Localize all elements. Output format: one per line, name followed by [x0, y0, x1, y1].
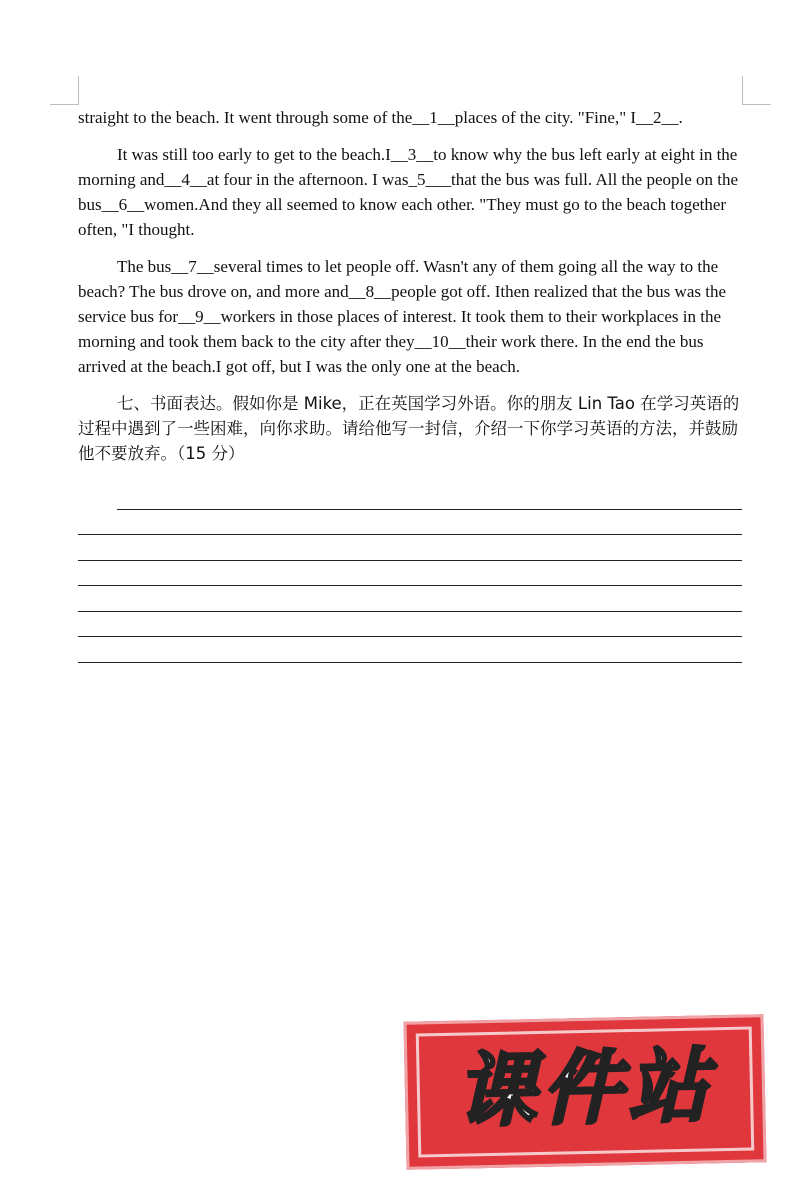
passage-paragraph-2: It was still too early to get to the beach.I__3__to know why the bus left early at eight in the morning and__4__at four in the afternoon. I was_5___that the bus was full. All the people on the bus__6__women.And they all seemed to know each other. "They must go to the beach together often, "I thought. [78, 145, 739, 239]
answer-line[interactable] [78, 586, 742, 612]
watermark-logo-text: 课件站 [454, 1039, 715, 1138]
passage-paragraph-1: straight to the beach. It went through some of the__1__places of the city. "Fine," I__2__. [78, 108, 683, 127]
answer-line[interactable] [78, 637, 742, 663]
writing-task-prompt: 七、书面表达。假如你是 Mike，正在英国学习外语。你的朋友 Lin Tao 在学习英语的过程中遇到了一些困难，向你求助。请给他写一封信，介绍一下你学习英语的方法，并鼓励他不要放弃。（15 分） [78, 394, 740, 463]
answer-line[interactable] [78, 612, 742, 638]
watermark-stamp [403, 1014, 766, 1170]
answer-lines [78, 484, 742, 663]
answer-line[interactable] [78, 535, 742, 561]
answer-line[interactable] [78, 561, 742, 587]
crop-mark-top-left [50, 76, 79, 105]
passage-paragraph-3: The bus__7__several times to let people off. Wasn't any of them going all the way to the beach? The bus drove on, and more and__8__people got off. Ithen realized that the bus was the service bus for__9__workers in those places of interest. It took them to their workplaces in the morning and took them back to the city after they__10__their work there. In the end the bus arrived at the beach.I got off, but I was the only one at the beach. [78, 257, 727, 376]
answer-line[interactable] [78, 510, 742, 536]
answer-line[interactable] [117, 484, 742, 510]
crop-mark-top-right [742, 76, 771, 105]
document-body [78, 105, 742, 663]
